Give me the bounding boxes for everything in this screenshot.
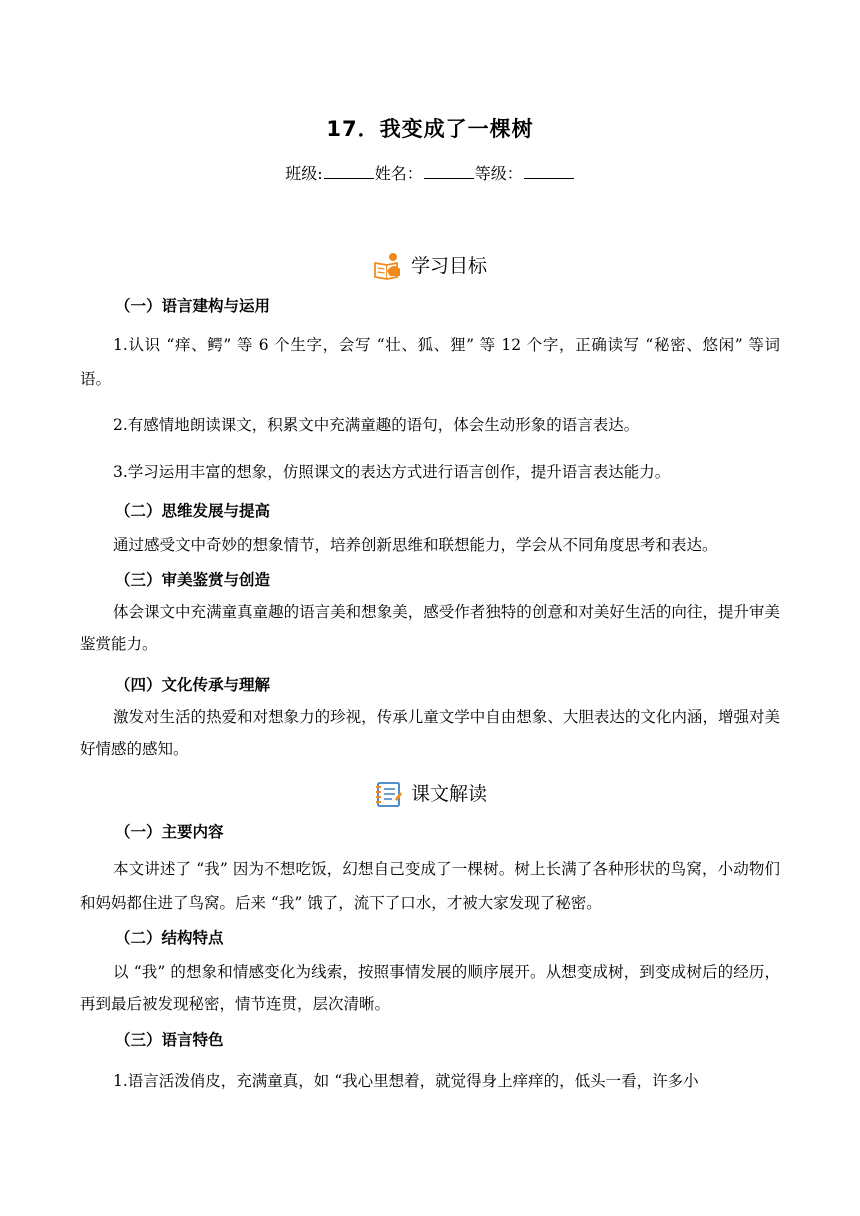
- reading-text-1: 本文讲述了 “我” 因为不想吃饭，幻想自己变成了一棵树。树上长满了各种形状的鸟窝，小动物们和妈妈都住进了鸟窝。后来 “我” 饿了，流下了口水，才被大家发现了秘密。: [80, 860, 780, 912]
- reading-subheading-3: （三）语言特色: [115, 1031, 224, 1049]
- reading-subheading-1: （一）主要内容: [115, 823, 224, 841]
- grade-label: 等级：: [474, 164, 523, 183]
- class-label: 班级:: [285, 164, 323, 183]
- goals-item-3: 3.学习运用丰富的想象，仿照课文的表达方式进行语言创作，提升语言表达能力。: [113, 463, 671, 481]
- class-blank[interactable]: [324, 162, 374, 179]
- goals-subheading-3: （三）审美鉴赏与创造: [115, 571, 271, 589]
- goals-text-2: 通过感受文中奇妙的想象情节，培养创新思维和联想能力，学会从不同角度思考和表达。: [113, 536, 718, 554]
- goals-item-2: 2.有感情地朗读课文，积累文中充满童趣的语句，体会生动形象的语言表达。: [113, 416, 640, 434]
- reading-heading-text: 课文解读: [410, 783, 487, 805]
- reading-text-3: 1.语言活泼俏皮，充满童真，如 “我心里想着，就觉得身上痒痒的，低头一看，许多小: [113, 1072, 699, 1090]
- name-blank[interactable]: [424, 162, 474, 179]
- goals-text-4: 激发对生活的热爱和对想象力的珍视，传承儿童文学中自由想象、大胆表达的文化内涵，增强对美好情感的感知。: [80, 708, 780, 758]
- reading-subheading-2: （二）结构特点: [115, 929, 224, 947]
- section-heading-goals: [0, 251, 860, 281]
- section-heading-reading: [0, 779, 860, 809]
- goals-text-3: 体会课文中充满童真童趣的语言美和想象美，感受作者独特的创意和对美好生活的向往，提升审美鉴赏能力。: [80, 603, 780, 653]
- goals-subheading-4: （四）文化传承与理解: [115, 676, 271, 694]
- goals-subheading-2: （二）思维发展与提高: [115, 502, 271, 520]
- reading-text-2: 以 “我” 的想象和情感变化为线索，按照事情发展的顺序展开。从想变成树，到变成树后的经历，再到最后被发现秘密，情节连贯，层次清晰。: [80, 963, 780, 1013]
- reading-person-icon: [373, 251, 403, 281]
- notebook-icon: [373, 779, 403, 809]
- goals-heading-text: 学习目标: [410, 255, 487, 277]
- goals-subheading-1: （一）语言建构与运用: [115, 297, 271, 315]
- page-title: 17．我变成了一棵树: [326, 117, 534, 141]
- grade-blank[interactable]: [524, 162, 574, 179]
- goals-item-1: 1.认识 “痒、鳄” 等 6 个生字，会写 “壮、狐、狸” 等 12 个字，正确读写 “秘密、悠闲” 等词语。: [80, 336, 780, 388]
- student-info-line: [0, 162, 860, 186]
- name-label: 姓名：: [374, 164, 423, 183]
